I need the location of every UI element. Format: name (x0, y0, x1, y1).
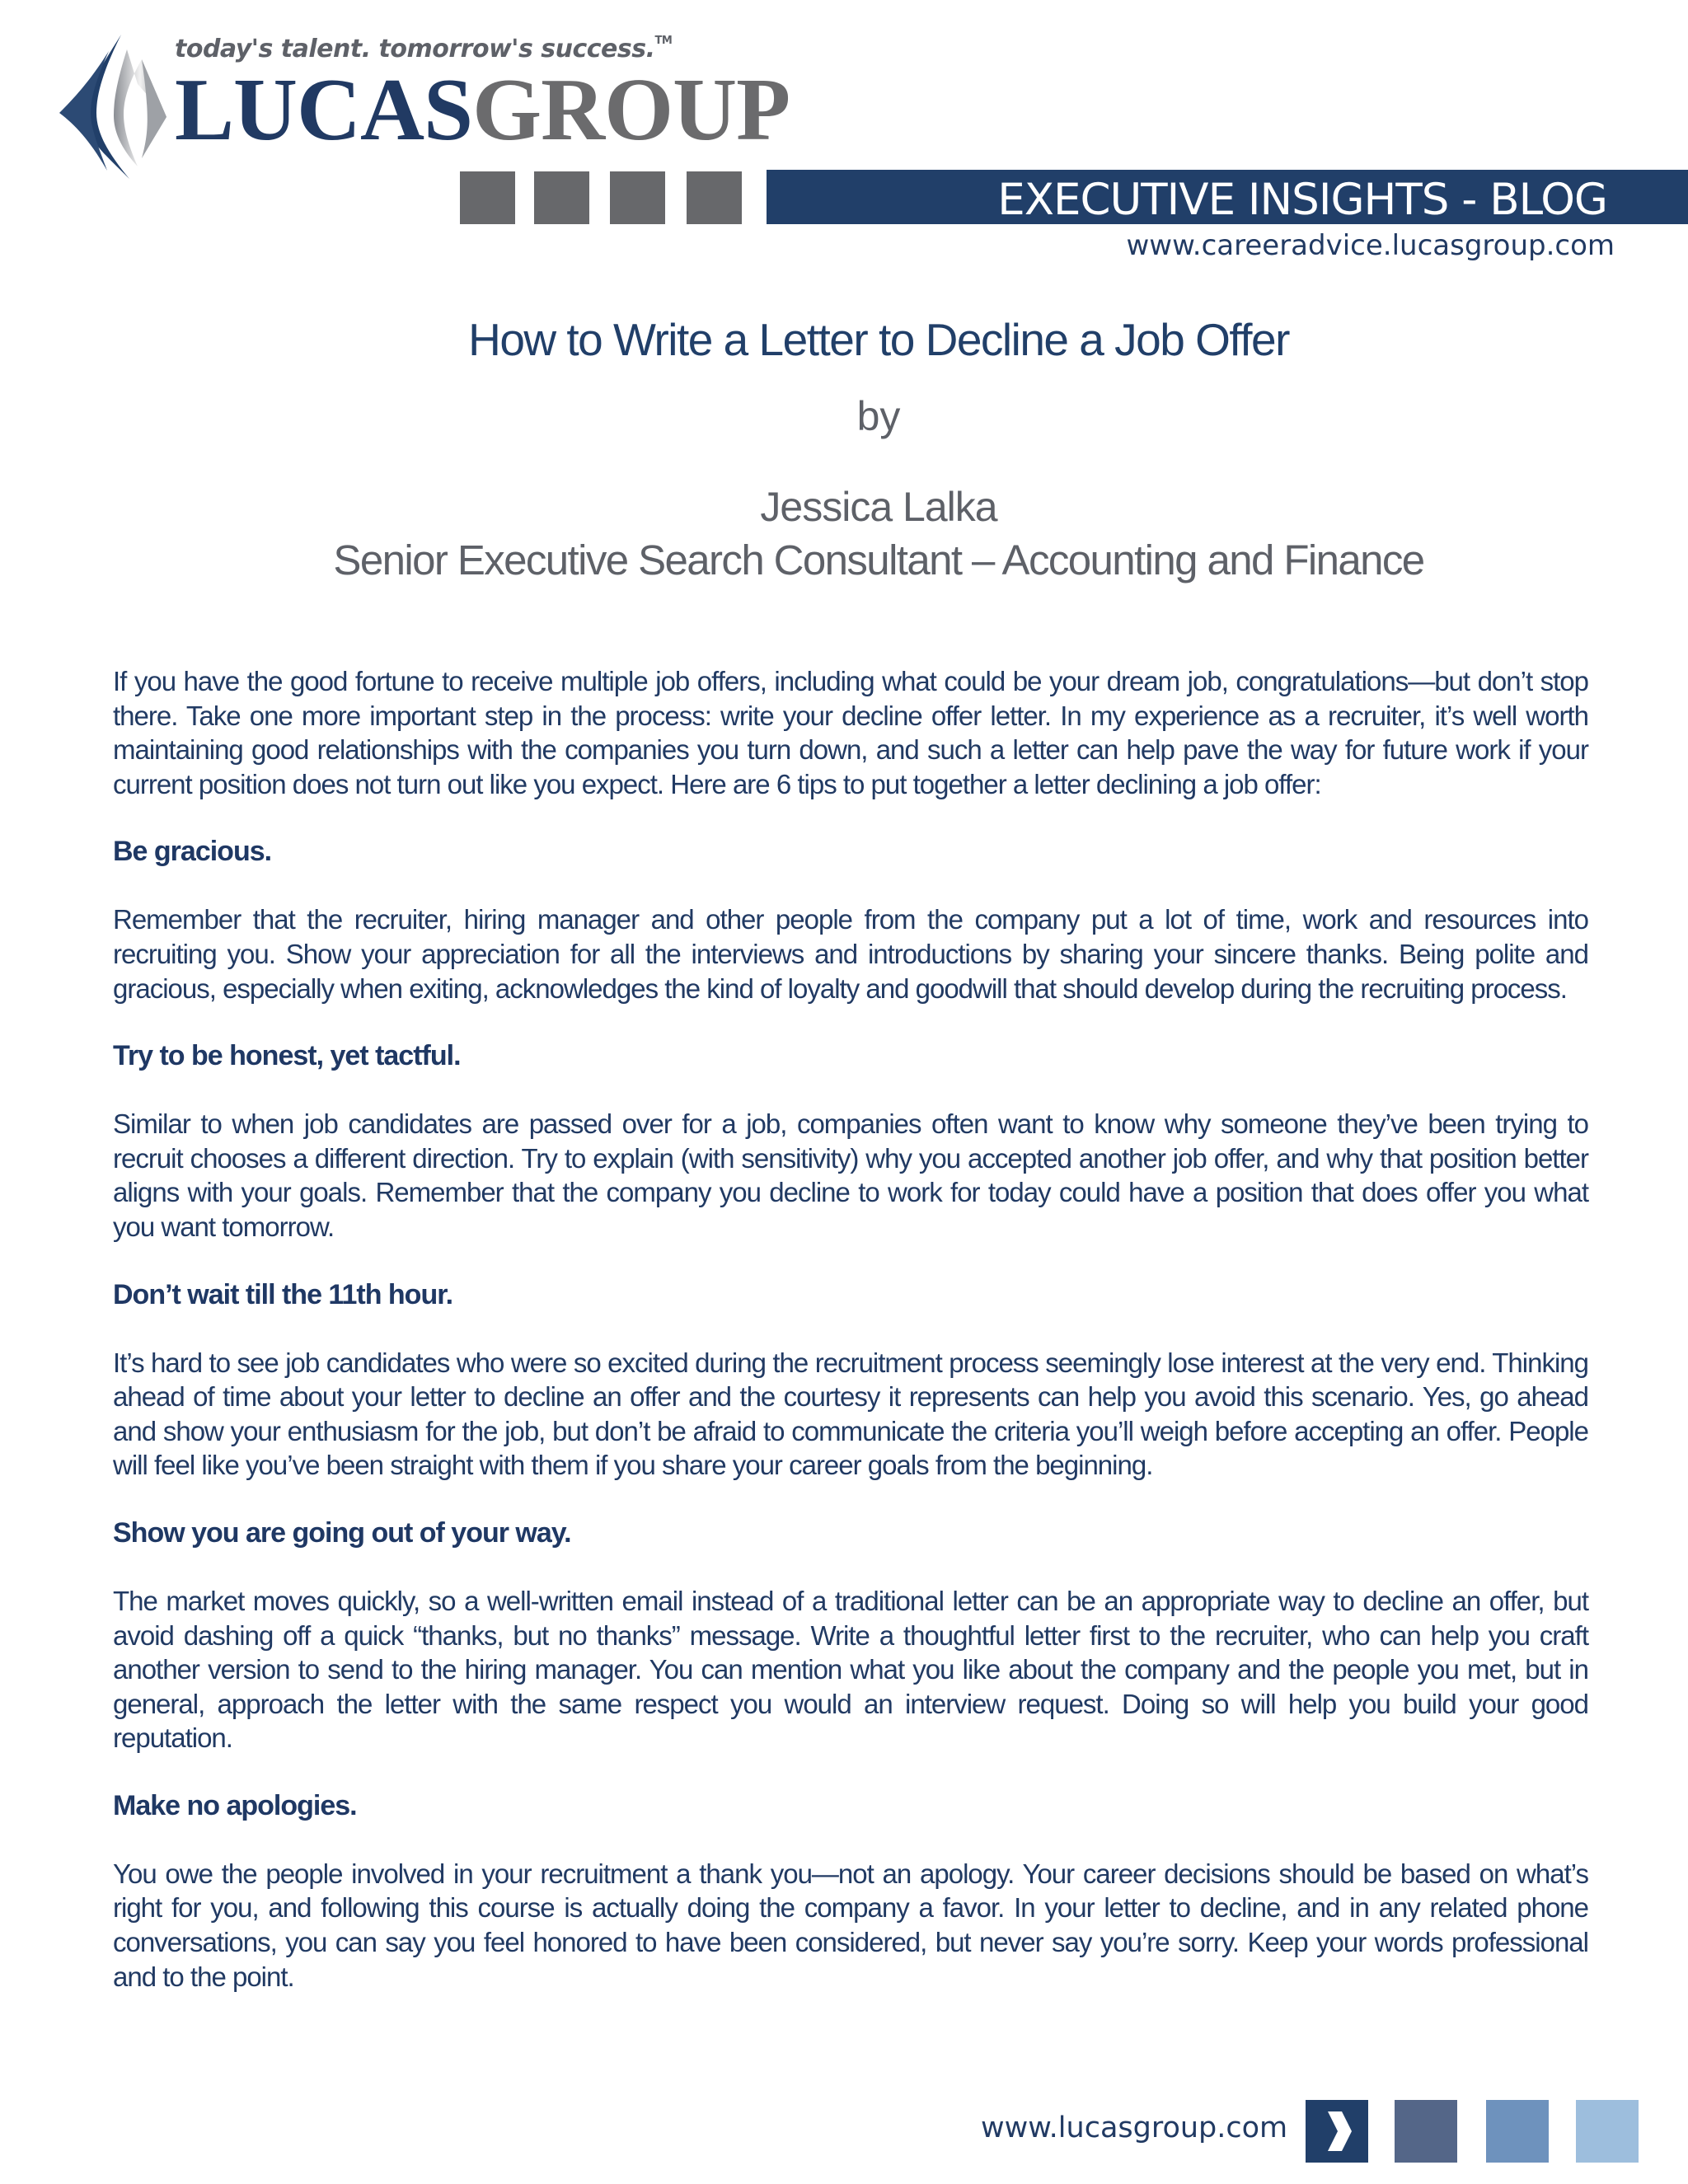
brand-wordmark (175, 61, 790, 159)
section-paragraph: Remember that the recruiter, hiring manager and other people from the company put a lot of time, work and resources into recruiting you. Show your appreciation for all the interviews and introductions by sharing your sincere thanks. Being polite and gracious, especially when exiting, acknowledges the kind of loyalty and goodwill that should develop during the recruiting process. (113, 904, 1588, 1004)
section-heading: Don’t wait till the 11th hour. (113, 1278, 453, 1310)
header-square-1 (460, 171, 515, 224)
blog-banner (767, 170, 1688, 224)
intro-paragraph: If you have the good fortune to receive multiple job offers, including what could be your dream job, congratulations—but don’t stop there. Take one more important step in the process: write your decline offer letter. In my experience as a recruiter, it’s well worth maintaining good relationships with the companies you turn down, and such a letter can help pave the way for future work if your current position does not turn out like you expect. Here are 6 tips to put together a letter declining a job offer: (113, 666, 1588, 799)
brand-part-lucas: LUCAS (175, 61, 473, 159)
tagline: today's talent. tomorrow's success.™ (175, 35, 673, 63)
career-advice-link[interactable]: www.careeradvice.lucasgroup.com (1126, 229, 1615, 262)
section-heading: Show you are going out of your way. (113, 1516, 571, 1549)
header-square-4 (687, 171, 742, 224)
author-name: Jessica Lalka (760, 484, 997, 530)
section-paragraph: You owe the people involved in your recruitment a thank you—not an apology. Your career decisions should be based on what’s right for you, and following this course is actually doing the company a favor. In your letter to decline, and in any related phone conversations, you can say you feel honored to have been considered, but never say you’re sorry. Keep your words professional and to the point. (113, 1858, 1588, 1992)
section-paragraph: The market moves quickly, so a well-written email instead of a traditional letter can be an appropriate way to decline an offer, but avoid dashing off a quick “thanks, but no thanks” message. Write a thoughtful letter first to the recruiter, who can help you craft another version to send to the hiring manager. You can mention what you like about the company and the people you met, but in general, approach the letter with the same respect you would an interview request. Doing so will help you build your good reputation. (113, 1585, 1588, 1754)
lucas-group-logo-icon (59, 35, 166, 179)
brand-part-group: GROUP (472, 61, 790, 159)
section-heading: Try to be honest, yet tactful. (113, 1040, 461, 1072)
footer-square-4 (1576, 2100, 1639, 2163)
header-square-3 (610, 171, 665, 224)
footer-website-link[interactable]: www.lucasgroup.com (981, 2111, 1288, 2144)
byline-by: by (856, 393, 901, 439)
page-title: How to Write a Letter to Decline a Job Offer (468, 314, 1289, 365)
section-heading: Make no apologies. (113, 1789, 357, 1821)
section-paragraph: It’s hard to see job candidates who were so excited during the recruitment process seemingly lose interest at the very end. Thinking ahead of time about your letter to decline an offer and the courtesy it represents can help you avoid this scenario. Yes, go ahead and show your enthusiasm for the job, but don’t be afraid to communicate the criteria you’ll weigh before accepting an offer. People will feel like you’ve been straight with them if you share your career goals from the beginning. (113, 1347, 1588, 1481)
header-square-2 (534, 171, 589, 224)
banner-title: EXECUTIVE INSIGHTS - BLOG (997, 175, 1607, 225)
footer-square-2 (1395, 2100, 1457, 2163)
footer-square-3 (1486, 2100, 1549, 2163)
next-button[interactable] (1306, 2100, 1368, 2163)
section-heading: Be gracious. (113, 836, 272, 868)
section-paragraph: Similar to when job candidates are passed over for a job, companies often want to know why someone they’ve been trying to recruit chooses a different direction. Try to explain (with sensitivity) why you accepted another job offer, and why that position better aligns with your goals. Remember that the company you decline to work for today could have a position that does offer you what you want tomorrow. (113, 1108, 1588, 1242)
chevron-right-icon (1306, 2100, 1368, 2163)
article-body (113, 664, 1588, 2027)
author-role: Senior Executive Search Consultant – Accounting and Finance (333, 537, 1424, 583)
